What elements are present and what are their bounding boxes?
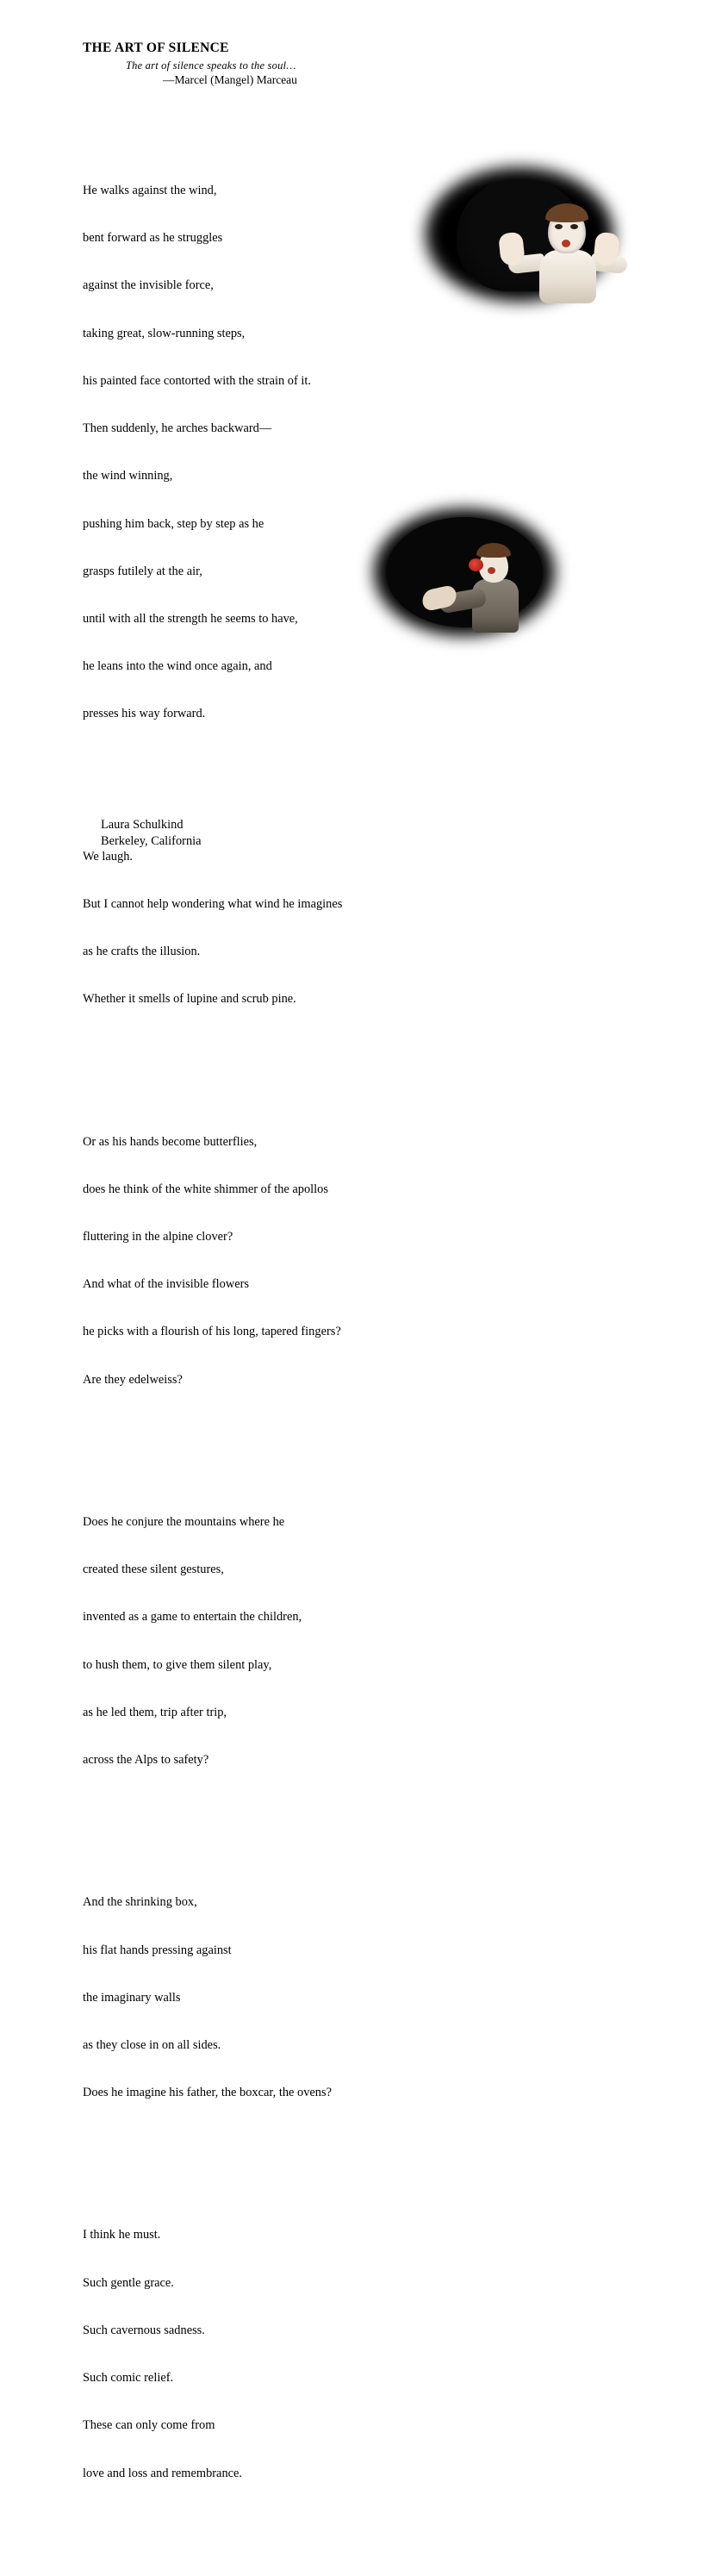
poem-line: Does he conjure the mountains where he [83,1514,285,1529]
poem-line: But I cannot help wondering what wind he imagines [83,896,343,911]
poem-line: grasps futilely at the air, [83,564,202,578]
mime-mouth [488,567,495,574]
poem-stanza [83,151,427,753]
poem-line: Whether it smells of lupine and scrub pine. [83,992,296,1007]
poem-stanza [83,1862,427,2132]
poem-stanza [83,1482,427,1799]
photo-content [386,517,543,627]
poem-line: as he led them, trip after trip, [83,1705,227,1719]
poem-line: And the shrinking box, [83,1895,197,1910]
poem-line: invented as a game to entertain the children, [83,1610,302,1625]
poem-line: He walks against the wind, [83,184,217,198]
poem-line: as he crafts the illusion. [83,945,201,959]
poem-stanza [83,2196,427,2513]
poem-line: he picks with a flourish of his long, tapered fingers? [83,1325,341,1339]
poem-line: Are they edelweiss? [83,1372,183,1387]
epigraph-text: The art of silence speaks to the soul… [126,59,296,72]
mime-with-red-flower-photo [369,505,560,639]
poem-stanza [83,817,427,1039]
poem-line: These can only come from [83,2418,215,2433]
author-name: Laura Schulkind [101,818,184,832]
poem-line: love and loss and remembrance. [83,2466,243,2480]
poem-line: as they close in on all sides. [83,2037,221,2052]
poem-line: to hush them, to give them silent play, [83,1657,272,1672]
poem-line: bent forward as he struggles [83,231,223,246]
red-flower-icon [469,558,483,571]
photo-content [457,179,584,291]
poem-line: Does he imagine his father, the boxcar, the ovens? [83,2086,332,2100]
mime-smock [539,250,596,303]
poem-line: his flat hands pressing against [83,1943,232,1957]
poem-line: he leans into the wind once again, and [83,659,272,674]
mime-right-eye [570,224,578,229]
poem-line: Such comic relief. [83,2371,174,2386]
poem-body [83,103,427,2576]
epigraph-attribution: —Marcel (Mangel) Marceau [163,73,297,86]
poem-line: Such gentle grace. [83,2275,174,2290]
mime-left-eye [555,224,563,229]
poem-line: And what of the invisible flowers [83,1277,250,1292]
poem-line: We laugh. [83,849,133,864]
poem-line: I think he must. [83,2228,161,2242]
author-signature [101,817,202,850]
poem-line: across the Alps to safety? [83,1753,209,1768]
poem-line: Or as his hands become butterflies, [83,1134,258,1149]
mime-pressing-hands-photo [419,164,620,305]
poem-line: until with all the strength he seems to have, [83,612,298,626]
poem-line: presses his way forward. [83,707,206,721]
poem-line: Then suddenly, he arches backward— [83,421,272,436]
mime-hair [476,543,511,558]
poem-line: his painted face contorted with the strain of it. [83,373,311,388]
poem-line: against the invisible force, [83,278,214,293]
poem-line: the wind winning, [83,469,173,483]
poem-line: Such cavernous sadness. [83,2323,205,2337]
mime-mouth [562,240,570,247]
poem-line: does he think of the white shimmer of the apollos [83,1182,328,1196]
author-location: Berkeley, California [101,834,202,848]
poem-line: created these silent gestures, [83,1562,224,1577]
poem-line: fluttering in the alpine clover? [83,1230,233,1244]
page-title: THE ART OF SILENCE [83,41,229,55]
poem-line: the imaginary walls [83,1990,181,2005]
poem-line: pushing him back, step by step as he [83,516,264,531]
poem-line: taking great, slow-running steps, [83,326,246,340]
poem-stanza [83,1102,427,1419]
